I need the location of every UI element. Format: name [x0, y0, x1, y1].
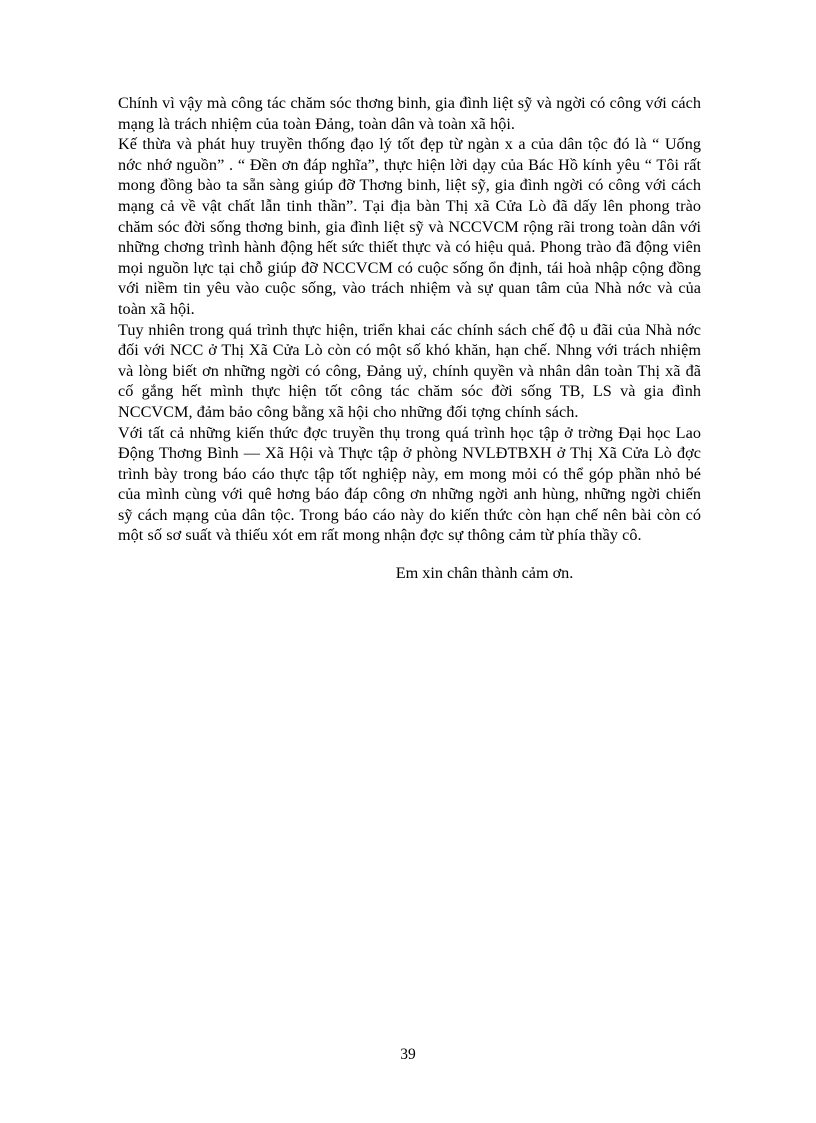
paragraph: Với tất cả những kiến thức đợc truyền thụ trong quá trình học tập ở trờng Đại học Lao Động Thơng Bình — Xã Hội và Thực tập ở phòng NVLĐTBXH ở Thị Xã Cửa Lò đợc trình bày trong báo cáo thực tập tốt nghiệp này, em mong mỏi có thể góp phần nhỏ bé của mình cùng với quê hơng báo đáp công ơn những ngời anh hùng, những ngời chiến sỹ cách mạng của dân tộc. Trong báo cáo này do kiến thức còn hạn chế nên bài còn có một số sơ suất và thiếu xót em rất mong nhận đợc sự thông cảm từ phía thầy cô.: [118, 423, 701, 545]
page-number: 39: [400, 1046, 416, 1063]
document-body: [118, 93, 701, 600]
paragraph: Tuy nhiên trong quá trình thực hiện, triển khai các chính sách chế độ u đãi của Nhà nớc đối với NCC ở Thị Xã Cửa Lò còn có một số khó khăn, hạn chế. Nhng với trách nhiệm và lòng biết ơn những ngời có công, Đảng uỷ, chính quyền và nhân dân toàn Thị xã đã cố gắng hết mình thực hiện tốt công tác chăm sóc đời sống TB, LS và gia đình NCCVCM, đảm bảo công bằng xã hội cho những đối tợng chính sách.: [118, 320, 701, 421]
paragraph: Kế thừa và phát huy truyền thống đạo lý tốt đẹp từ ngàn x a của dân tộc đó là “ Uống nớc nhớ nguồn” . “ Đền ơn đáp nghĩa”, thực hiện lời dạy của Bác Hồ kính yêu “ Tôi rất mong đồng bào ta sẵn sàng giúp đỡ Thơng binh, liệt sỹ, gia đình ngời có công với cách mạng cả về vật chất lẫn tinh thần”. Tại địa bàn Thị xã Cửa Lò đã dấy lên phong trào chăm sóc đời sống thơng binh, gia đình liệt sỹ và NCCVCM rộng rãi trong toàn dân với những chơng trình hành động hết sức thiết thực và có hiệu quả. Phong trào đã động viên mọi nguồn lực tại chỗ giúp đỡ NCCVCM có cuộc sống ổn định, tái hoà nhập cộng đồng với niềm tin yêu vào cuộc sống, vào trách nhiệm và sự quan tâm của Nhà nớc và của toàn xã hội.: [118, 135, 701, 318]
closing-line: Em xin chân thành cảm ơn.: [395, 564, 574, 583]
paragraph: Chính vì vậy mà công tác chăm sóc thơng binh, gia đình liệt sỹ và ngời có công với cách mạng là trách nhiệm của toàn Đảng, toàn dân và toàn xã hội.: [118, 94, 701, 133]
